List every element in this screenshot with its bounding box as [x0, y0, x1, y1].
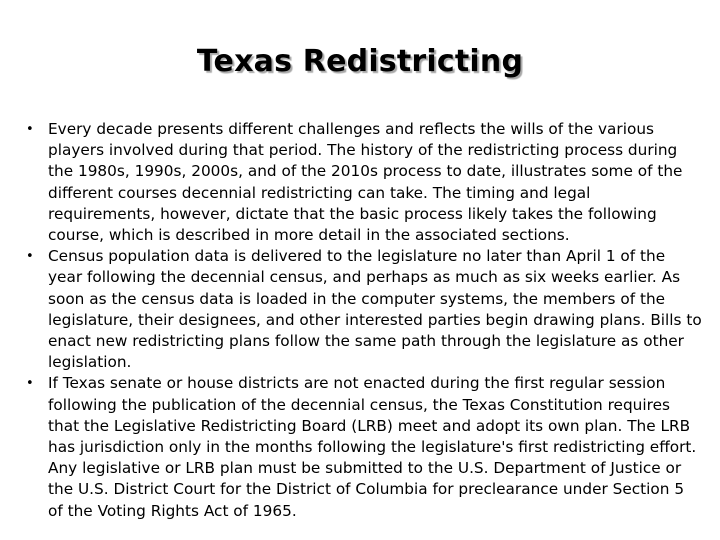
- bullet-list: [22, 119, 702, 522]
- slide-title: Texas Redistricting: [196, 44, 524, 79]
- bullet-text: If Texas senate or house districts are not enacted during the first regular session following the publication of the decennial census, the Texas Constitution requires that the Legislative Redistricting Board (LRB) meet and adopt its own plan. The LRB has jurisdiction only in the months following the legislature's first redistricting effort. Any legislative or LRB plan must be submitted to the U.S. Department of Justice or the U.S. District Court for the District of Columbia for preclearance under Section 5 of the Voting Rights Act of 1965.: [48, 374, 697, 520]
- bullet-text: Census population data is delivered to the legislature no later than April 1 of the year following the decennial census, and perhaps as much as six weeks earlier. As soon as the census data is loaded in the computer systems, the members of the legislature, their designees, and other interested parties begin drawing plans. Bills to enact new redistricting plans follow the same path through the legislature as other legislation.: [48, 247, 702, 372]
- bullet-item: [22, 373, 702, 521]
- bullet-dot-icon: •: [26, 122, 34, 137]
- bullet-dot-icon: •: [26, 376, 34, 392]
- bullet-item: [22, 119, 702, 246]
- bullet-text: Every decade presents different challenges and reflects the wills of the various players involved during that period. The history of the redistricting process during the 1980s, 1990s, 2000s, and of the 2010s process to date, illustrates some of the different courses decennial redistricting can take. The timing and legal requirements, however, dictate that the basic process likely takes the following course, which is described in more detail in the associated sections.: [48, 120, 683, 245]
- bullet-item: [22, 246, 702, 373]
- bullet-dot-icon: •: [26, 249, 34, 265]
